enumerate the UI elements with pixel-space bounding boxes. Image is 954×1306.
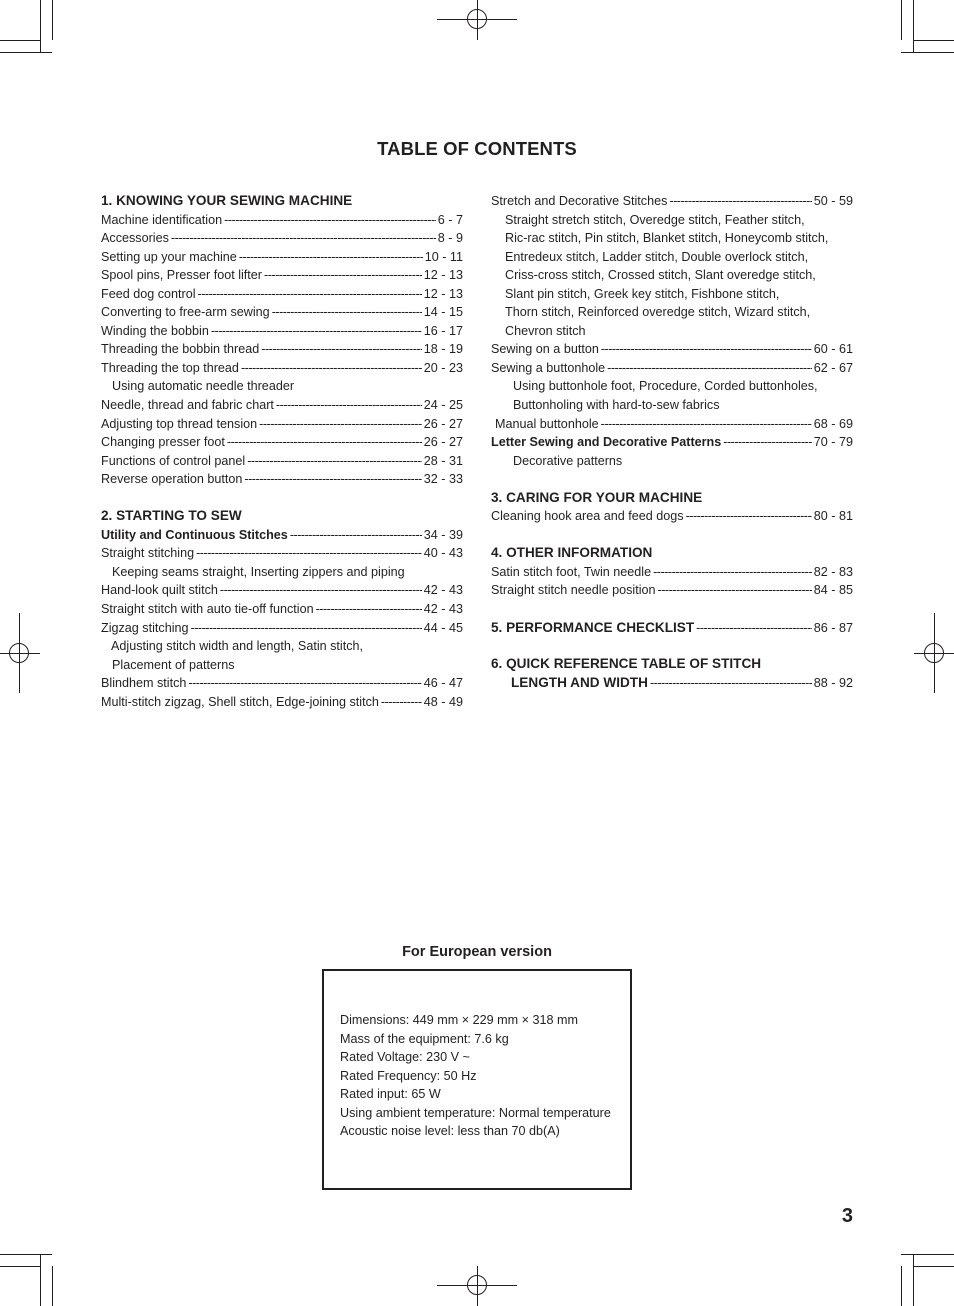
toc-entry-label: 5. PERFORMANCE CHECKLIST — [491, 619, 695, 635]
toc-entry-pages: 60 - 61 — [813, 342, 853, 357]
toc-entry-label: LENGTH AND WIDTH — [511, 674, 648, 690]
dot-leader — [601, 415, 812, 434]
toc-entry — [101, 248, 463, 267]
spec-line: Rated Voltage: 230 V ~ — [340, 1050, 470, 1065]
dot-leader — [261, 340, 422, 359]
toc-entry — [491, 581, 853, 600]
dot-leader — [658, 581, 812, 600]
toc-entry-label: Zigzag stitching — [101, 620, 189, 635]
page-title: TABLE OF CONTENTS — [377, 138, 577, 159]
toc-entry-label: Threading the top thread — [101, 360, 239, 375]
toc-entry-label: Setting up your machine — [101, 249, 237, 264]
toc-entry-pages: 82 - 83 — [813, 564, 853, 579]
dot-leader — [220, 581, 422, 600]
spec-line: Rated input: 65 W — [340, 1087, 441, 1102]
toc-entry-pages: 42 - 43 — [423, 602, 463, 617]
toc-entry-pages: 26 - 27 — [423, 435, 463, 450]
toc-entry — [491, 433, 853, 452]
toc-entry-label: Winding the bobbin — [101, 323, 209, 338]
toc-entry — [101, 544, 463, 563]
toc-entry-pages: 50 - 59 — [813, 194, 853, 208]
spec-line: Rated Frequency: 50 Hz — [340, 1068, 477, 1083]
toc-entry — [101, 433, 463, 452]
dot-leader — [607, 359, 812, 378]
spec-line: Dimensions: 449 mm × 229 mm × 318 mm — [340, 1013, 578, 1027]
toc-entry-pages: 24 - 25 — [423, 398, 463, 413]
toc-entry — [101, 322, 463, 341]
toc-subentry: Straight stretch stitch, Overedge stitch, Feather stitch, — [505, 212, 805, 227]
dot-leader — [241, 359, 422, 378]
toc-entry-label: Machine identification — [101, 212, 223, 227]
section-heading: 4. OTHER INFORMATION — [491, 545, 653, 561]
toc-entry-label: Accessories — [101, 231, 169, 246]
dot-leader — [272, 303, 422, 322]
dot-leader — [191, 619, 422, 638]
section-heading: 1. KNOWING YOUR SEWING MACHINE — [101, 193, 353, 208]
toc-entry-label: Hand-look quilt stitch — [101, 583, 218, 598]
toc-entry-pages: 18 - 19 — [423, 342, 463, 357]
section-heading: 6. QUICK REFERENCE TABLE OF STITCH — [491, 656, 762, 672]
toc-entry-pages: 14 - 15 — [423, 305, 463, 320]
toc-entry — [101, 619, 463, 638]
toc-entry-pages: 12 - 13 — [423, 286, 463, 301]
section-heading: 2. STARTING TO SEW — [101, 508, 242, 524]
toc-left-column — [101, 192, 463, 711]
toc-entry-label: Spool pins, Presser foot lifter — [101, 268, 262, 283]
toc-entry-label: Feed dog control — [101, 286, 196, 301]
toc-entry — [101, 285, 463, 304]
dot-leader — [188, 674, 421, 693]
page-number: 3 — [841, 1205, 853, 1227]
toc-entry-pages: 42 - 43 — [423, 583, 463, 598]
toc-entry — [101, 526, 463, 545]
toc-entry-pages: 44 - 45 — [423, 620, 463, 635]
toc-entry-pages: 28 - 31 — [423, 453, 463, 468]
european-spec-box — [322, 969, 632, 1190]
toc-entry-label: Sewing a buttonhole — [491, 360, 606, 375]
toc-entry-pages: 84 - 85 — [813, 583, 853, 598]
toc-entry-label: Reverse operation button — [101, 472, 243, 487]
toc-entry — [101, 211, 463, 230]
section-heading: 3. CARING FOR YOUR MACHINE — [491, 489, 703, 505]
toc-subentry: Placement of patterns — [112, 657, 235, 672]
dot-leader — [381, 693, 422, 712]
dot-leader — [653, 563, 812, 582]
toc-entry-label: Stretch and Decorative Stitches — [491, 194, 668, 208]
dot-leader — [244, 470, 421, 489]
toc-entry-pages: 70 - 79 — [813, 435, 853, 450]
toc-entry-pages: 12 - 13 — [423, 268, 463, 283]
toc-entry-pages: 26 - 27 — [423, 416, 463, 431]
toc-subentry: Slant pin stitch, Greek key stitch, Fishbone stitch, — [505, 286, 780, 301]
section-gap — [491, 470, 853, 489]
toc-entry-pages: 62 - 67 — [813, 360, 853, 375]
toc-entry-pages: 80 - 81 — [813, 509, 853, 524]
toc-subentry: Using automatic needle threader — [112, 379, 295, 394]
toc-entry-label: Blindhem stitch — [101, 676, 187, 691]
toc-subentry: Using buttonhole foot, Procedure, Corded buttonholes, — [513, 379, 818, 394]
toc-entry — [491, 415, 853, 434]
toc-entry — [101, 340, 463, 359]
toc-entry-label: Multi-stitch zigzag, Shell stitch, Edge-joining stitch — [101, 694, 379, 709]
toc-entry-label: Sewing on a button — [491, 342, 599, 357]
toc-entry — [491, 192, 853, 211]
toc-subentry: Thorn stitch, Reinforced overedge stitch, Wizard stitch, — [505, 305, 811, 320]
toc-entry-pages: 10 - 11 — [424, 249, 463, 264]
toc-entry-pages: 32 - 33 — [423, 472, 463, 487]
spec-line: Using ambient temperature: Normal temperature — [340, 1105, 611, 1120]
toc-entry-pages: 48 - 49 — [423, 694, 463, 709]
dot-leader — [227, 433, 422, 452]
section-heading-entry — [491, 619, 853, 637]
dot-leader — [276, 396, 422, 415]
spec-list — [340, 1011, 611, 1141]
toc-subentry: Decorative patterns — [513, 453, 623, 468]
dot-leader — [650, 675, 812, 692]
dot-leader — [290, 526, 422, 545]
toc-entry-label: Changing presser foot — [101, 435, 225, 450]
toc-entry-pages: 46 - 47 — [423, 676, 463, 691]
dot-leader — [196, 544, 422, 563]
toc-entry — [101, 452, 463, 471]
toc-entry-label: Cleaning hook area and feed dogs — [491, 509, 684, 524]
toc-entry — [101, 415, 463, 434]
section-gap — [101, 489, 463, 508]
toc-entry-label: Straight stitching — [101, 546, 195, 561]
toc-entry — [491, 563, 853, 582]
toc-entry — [101, 581, 463, 600]
toc-entry — [491, 340, 853, 359]
dot-leader — [259, 415, 422, 434]
section-gap — [491, 526, 853, 545]
toc-entry — [101, 693, 463, 712]
toc-entry — [101, 674, 463, 693]
toc-entry-label: Straight stitch with auto tie-off function — [101, 602, 314, 617]
toc-entry-label: Converting to free-arm sewing — [101, 305, 270, 320]
european-version-heading: For European version — [402, 944, 552, 960]
dot-leader — [723, 433, 812, 452]
toc-entry-label: Utility and Continuous Stitches — [101, 527, 288, 542]
toc-subentry: Buttonholing with hard-to-sew fabrics — [513, 398, 720, 413]
dot-leader — [686, 507, 812, 526]
toc-entry-pages: 68 - 69 — [813, 416, 853, 431]
toc-subentry: Chevron stitch — [505, 323, 586, 338]
toc-entry-label: Needle, thread and fabric chart — [101, 398, 274, 413]
dot-leader — [247, 452, 422, 471]
toc-entry — [491, 359, 853, 378]
toc-entry — [101, 303, 463, 322]
toc-entry — [101, 396, 463, 415]
toc-entry-label: Adjusting top thread tension — [101, 416, 258, 431]
toc-entry-pages: 40 - 43 — [423, 546, 463, 561]
toc-entry-pages: 8 - 9 — [437, 231, 463, 246]
toc-entry-label: Straight stitch needle position — [491, 583, 656, 598]
spec-line: Mass of the equipment: 7.6 kg — [340, 1031, 509, 1046]
toc-entry — [101, 229, 463, 248]
toc-subentry: Entredeux stitch, Ladder stitch, Double overlock stitch, — [505, 249, 809, 264]
toc-entry — [101, 470, 463, 489]
toc-entry-pages: 16 - 17 — [423, 323, 463, 338]
toc-entry-label: Satin stitch foot, Twin needle — [491, 564, 652, 579]
spec-line: Acoustic noise level: less than 70 db(A) — [340, 1124, 560, 1139]
dot-leader — [264, 266, 422, 285]
toc-subentry: Keeping seams straight, Inserting zippers and piping — [112, 564, 405, 579]
toc-entry-pages: 20 - 23 — [423, 360, 463, 375]
toc-entry-pages: 6 - 7 — [437, 212, 463, 227]
toc-subentry: Criss-cross stitch, Crossed stitch, Slant overedge stitch, — [505, 268, 816, 283]
dot-leader — [171, 229, 436, 248]
toc-subentry: Adjusting stitch width and length, Satin stitch, — [111, 639, 364, 654]
toc-entry-pages: 86 - 87 — [813, 620, 853, 635]
toc-entry — [101, 266, 463, 285]
section-heading-entry — [491, 674, 853, 692]
toc-entry — [101, 600, 463, 619]
dot-leader — [316, 600, 422, 619]
dot-leader — [239, 248, 423, 267]
dot-leader — [211, 322, 422, 341]
toc-entry — [101, 359, 463, 378]
dot-leader — [601, 340, 812, 359]
toc-entry-pages: 88 - 92 — [813, 675, 853, 690]
toc-entry-label: Letter Sewing and Decorative Patterns — [491, 435, 722, 450]
section-gap — [491, 637, 853, 656]
toc-entry-label: Functions of control panel — [101, 453, 246, 468]
dot-leader — [198, 285, 422, 304]
toc-right-column — [491, 192, 853, 692]
toc-entry-label: Manual buttonhole — [495, 416, 599, 431]
toc-entry — [491, 507, 853, 526]
dot-leader — [669, 192, 811, 211]
toc-entry-label: Threading the bobbin thread — [101, 342, 260, 357]
dot-leader — [224, 211, 436, 230]
toc-subentry: Ric-rac stitch, Pin stitch, Blanket stitch, Honeycomb stitch, — [505, 231, 829, 246]
toc-entry-pages: 34 - 39 — [423, 527, 463, 542]
dot-leader — [696, 620, 812, 637]
section-gap — [491, 600, 853, 619]
